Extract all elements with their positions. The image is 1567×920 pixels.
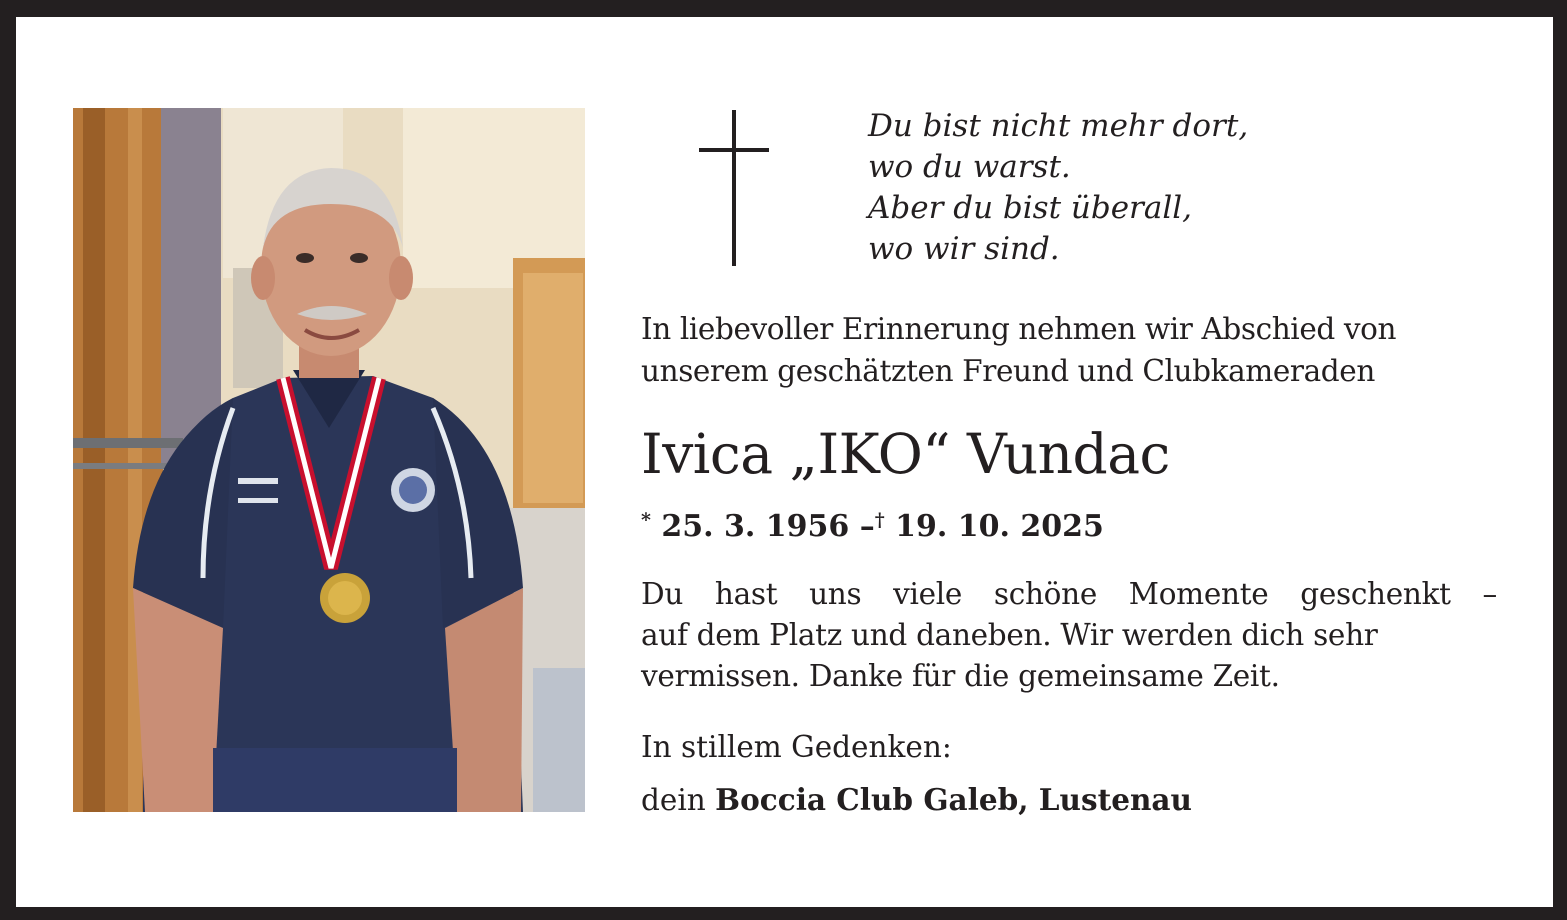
farewell-message: [641, 574, 1497, 697]
message-word: viele: [893, 577, 963, 611]
poem-line: Aber du bist überall,: [868, 190, 1193, 226]
poem-line: wo du warst.: [868, 149, 1071, 185]
silent-remembrance: In stillem Gedenken:: [641, 730, 952, 764]
intro-line: In liebevoller Erinnerung nehmen wir Abschied von: [641, 312, 1397, 346]
message-word: schöne: [993, 577, 1097, 611]
deceased-name: Ivica „IKO“ Vundac: [641, 422, 1170, 486]
message-word: uns: [809, 577, 862, 611]
birth-date: 25. 3. 1956: [661, 509, 850, 544]
cross-icon: [699, 110, 769, 266]
poem-line: wo wir sind.: [868, 231, 1060, 267]
portrait-photo: [73, 108, 585, 812]
signature: [641, 778, 1192, 822]
message-word: Momente: [1128, 577, 1269, 611]
intro-line: unserem geschätzten Freund und Clubkameraden: [641, 354, 1375, 388]
death-date: 19. 10. 2025: [895, 509, 1104, 544]
message-line: auf dem Platz und daneben. Wir werden dich sehr: [641, 618, 1378, 652]
message-word: geschenkt: [1300, 577, 1451, 611]
birth-symbol: *: [641, 509, 651, 531]
message-line: [641, 574, 1497, 615]
signature-prefix: dein: [641, 783, 706, 817]
message-word: –: [1482, 577, 1497, 611]
life-dates: [641, 498, 1104, 549]
intro-text: [641, 308, 1396, 392]
poem-line: Du bist nicht mehr dort,: [868, 108, 1249, 144]
message-word: Du: [641, 577, 684, 611]
message-line: vermissen. Danke für die gemeinsame Zeit.: [641, 659, 1280, 693]
memorial-poem: [868, 106, 1248, 270]
date-separator: –: [859, 509, 875, 544]
death-symbol: †: [874, 509, 885, 531]
message-word: hast: [714, 577, 778, 611]
signature-club-name: Boccia Club Galeb, Lustenau: [715, 782, 1192, 817]
